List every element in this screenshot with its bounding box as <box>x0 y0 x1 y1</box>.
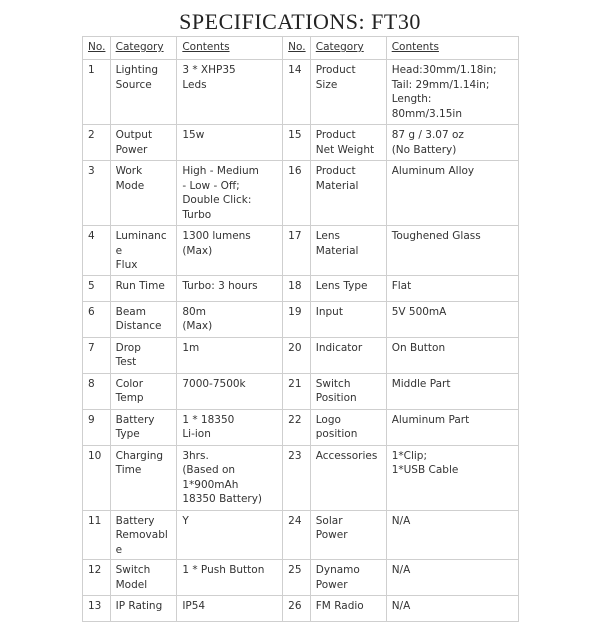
header-no: No. <box>283 37 311 60</box>
spec-contents: 5V 500mA <box>386 301 518 337</box>
spec-contents: Flat <box>386 275 518 301</box>
spec-category: Battery Removable <box>110 510 177 560</box>
spec-contents: N/A <box>386 596 518 622</box>
spec-contents: N/A <box>386 560 518 596</box>
spec-category: Luminance Flux <box>110 226 177 276</box>
spec-category: Lens Material <box>310 226 386 276</box>
spec-number: 22 <box>283 409 311 445</box>
spec-number: 12 <box>83 560 111 596</box>
spec-contents: 80m (Max) <box>177 301 283 337</box>
spec-contents: Aluminum Alloy <box>386 161 518 226</box>
spec-category: Output Power <box>110 125 177 161</box>
spec-contents: 15w <box>177 125 283 161</box>
spec-contents: 7000-7500k <box>177 373 283 409</box>
spec-number: 4 <box>83 226 111 276</box>
table-row <box>83 226 519 276</box>
table-row <box>83 125 519 161</box>
spec-category: FM Radio <box>310 596 386 622</box>
spec-contents: High - Medium - Low - Off; Double Click: Turbo <box>177 161 283 226</box>
spec-number: 7 <box>83 337 111 373</box>
spec-contents: 1*Clip; 1*USB Cable <box>386 445 518 510</box>
table-header-row <box>83 37 519 60</box>
spec-category: Color Temp <box>110 373 177 409</box>
spec-contents: IP54 <box>177 596 283 622</box>
spec-number: 1 <box>83 60 111 125</box>
spec-category: IP Rating <box>110 596 177 622</box>
table-row <box>83 161 519 226</box>
spec-category: Run Time <box>110 275 177 301</box>
spec-category: Indicator <box>310 337 386 373</box>
spec-number: 15 <box>283 125 311 161</box>
spec-number: 13 <box>83 596 111 622</box>
spec-category: Beam Distance <box>110 301 177 337</box>
spec-number: 16 <box>283 161 311 226</box>
spec-contents: N/A <box>386 510 518 560</box>
spec-category: Product Net Weight <box>310 125 386 161</box>
spec-category: Logo position <box>310 409 386 445</box>
spec-contents: 87 g / 3.07 oz (No Battery) <box>386 125 518 161</box>
spec-category: Switch Position <box>310 373 386 409</box>
table-body <box>83 60 519 622</box>
spec-category: Battery Type <box>110 409 177 445</box>
spec-contents: Y <box>177 510 283 560</box>
header-no: No. <box>83 37 111 60</box>
table-row <box>83 560 519 596</box>
spec-number: 10 <box>83 445 111 510</box>
spec-number: 8 <box>83 373 111 409</box>
spec-number: 20 <box>283 337 311 373</box>
spec-category: Dynamo Power <box>310 560 386 596</box>
page-title: SPECIFICATIONS: FT30 <box>179 9 421 34</box>
table-row <box>83 301 519 337</box>
spec-category: Accessories <box>310 445 386 510</box>
spec-number: 26 <box>283 596 311 622</box>
table-row <box>83 409 519 445</box>
table-row <box>83 373 519 409</box>
spec-contents: 1300 lumens (Max) <box>177 226 283 276</box>
spec-category: Lighting Source <box>110 60 177 125</box>
table-row <box>83 337 519 373</box>
spec-contents: 3 * XHP35 Leds <box>177 60 283 125</box>
spec-contents: Aluminum Part <box>386 409 518 445</box>
spec-number: 5 <box>83 275 111 301</box>
spec-number: 19 <box>283 301 311 337</box>
spec-contents: 1m <box>177 337 283 373</box>
spec-number: 17 <box>283 226 311 276</box>
spec-number: 21 <box>283 373 311 409</box>
spec-number: 9 <box>83 409 111 445</box>
header-category: Category <box>310 37 386 60</box>
spec-contents: Head:30mm/1.18in; Tail: 29mm/1.14in; Length: 80mm/3.15in <box>386 60 518 125</box>
spec-category: Switch Model <box>110 560 177 596</box>
spec-number: 6 <box>83 301 111 337</box>
spec-contents: Toughened Glass <box>386 226 518 276</box>
spec-number: 2 <box>83 125 111 161</box>
spec-contents: 1 * 18350 Li-ion <box>177 409 283 445</box>
header-contents: Contents <box>386 37 518 60</box>
table-row <box>83 445 519 510</box>
spec-number: 11 <box>83 510 111 560</box>
spec-category: Drop Test <box>110 337 177 373</box>
table-row <box>83 60 519 125</box>
spec-number: 3 <box>83 161 111 226</box>
table-row <box>83 510 519 560</box>
header-contents: Contents <box>177 37 283 60</box>
spec-number: 24 <box>283 510 311 560</box>
table-row <box>83 275 519 301</box>
spec-contents: On Button <box>386 337 518 373</box>
spec-category: Input <box>310 301 386 337</box>
table-row <box>83 596 519 622</box>
spec-number: 18 <box>283 275 311 301</box>
header-category: Category <box>110 37 177 60</box>
spec-category: Work Mode <box>110 161 177 226</box>
spec-contents: 3hrs. (Based on 1*900mAh 18350 Battery) <box>177 445 283 510</box>
spec-category: Lens Type <box>310 275 386 301</box>
spec-contents: Middle Part <box>386 373 518 409</box>
spec-category: Solar Power <box>310 510 386 560</box>
spec-category: Product Size <box>310 60 386 125</box>
spec-number: 25 <box>283 560 311 596</box>
spec-category: Charging Time <box>110 445 177 510</box>
specifications-table <box>82 36 519 622</box>
spec-contents: Turbo: 3 hours <box>177 275 283 301</box>
spec-category: Product Material <box>310 161 386 226</box>
spec-number: 23 <box>283 445 311 510</box>
spec-number: 14 <box>283 60 311 125</box>
spec-contents: 1 * Push Button <box>177 560 283 596</box>
